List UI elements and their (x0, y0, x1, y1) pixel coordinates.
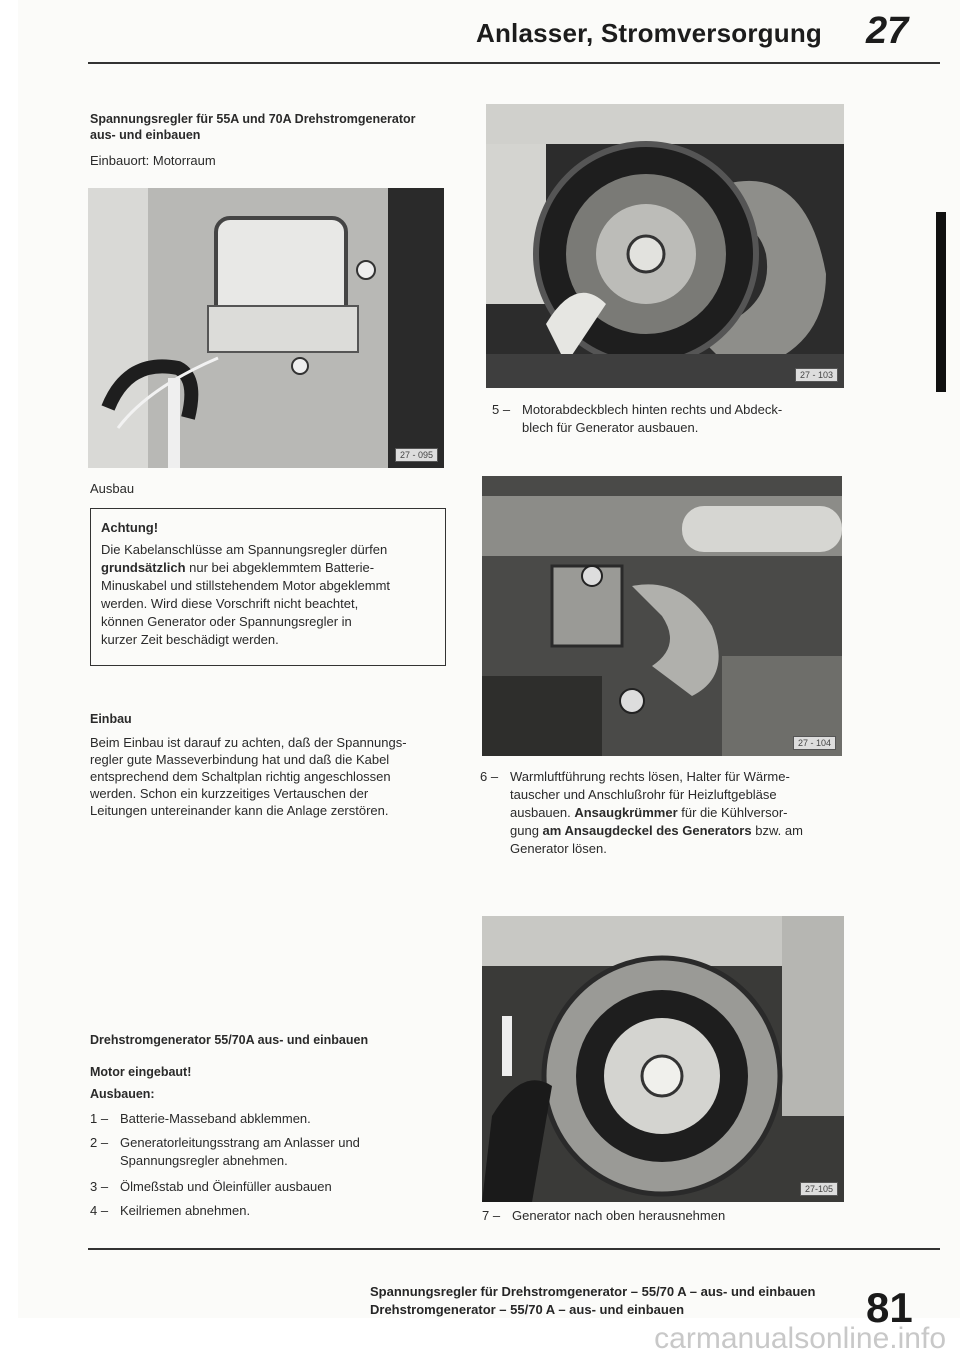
footer-rule (88, 1248, 940, 1250)
header-rule (88, 62, 940, 64)
step-6-text-line3 (510, 804, 860, 821)
photo6-ref-label: 27 - 104 (793, 736, 836, 750)
photo-voltage-regulator (88, 188, 444, 468)
step-3-text: Ölmeßstab und Öleinfüller ausbauen (120, 1179, 332, 1194)
photo1-ref-label: 27 - 095 (395, 448, 438, 462)
photo1-caption: Ausbau (90, 481, 135, 496)
einbauort-text: Einbauort: Motorraum (90, 153, 216, 168)
section1-heading-line2: aus- und einbauen (90, 128, 201, 142)
step6-l4b: am Ansaugdeckel des Generators (542, 823, 752, 838)
section1-heading-line1: Spannungsregler für 55A und 70A Drehstromgenerator (90, 112, 416, 126)
step-6-text-line1: Warmluftführung rechts lösen, Halter für Wärme- (510, 769, 790, 784)
step-7-text: Generator nach oben herausnehmen (512, 1208, 726, 1223)
step6-l3b: Ansaugkrümmer (574, 805, 678, 820)
step-2-number: 2 – (90, 1135, 109, 1150)
photo7-ref-label: 27-105 (800, 1182, 838, 1196)
ausbauen-label: Ausbauen: (90, 1087, 155, 1101)
step-1 (90, 1110, 430, 1128)
step-1-number: 1 – (90, 1111, 109, 1126)
step-5-text-line1: Motorabdeckblech hinten rechts und Abdeck- (522, 402, 783, 417)
page-title: Anlasser, Stromversorgung (476, 18, 822, 48)
step-1-text: Batterie-Masseband abklemmen. (120, 1111, 311, 1126)
page-number: 81 (866, 1284, 913, 1331)
step6-l4c: bzw. am (751, 823, 803, 838)
step-6-number: 6 – (480, 769, 499, 784)
step-6-text-line5: Generator lösen. (510, 841, 607, 856)
step-6-text-line4 (510, 822, 860, 839)
photo5-ref-label: 27 - 103 (795, 368, 838, 382)
warning-line2-rest: nur bei abgeklemmtem Batterie- (185, 560, 375, 575)
warning-line2 (101, 559, 374, 576)
photo-generator-cover (486, 104, 844, 388)
einbau-line1: Beim Einbau ist darauf zu achten, daß der Spannungs- (90, 735, 407, 750)
warning-emphasis: grundsätzlich (101, 560, 186, 575)
footer-line1: Spannungsregler für Drehstromgenerator – 55/70 A – aus- und einbauen (370, 1284, 816, 1299)
step-6-text-line2: tauscher und Anschlußrohr für Heizluftgebläse (510, 787, 777, 802)
step-5-text-line2: blech für Generator ausbauen. (522, 420, 699, 435)
step-4-text: Keilriemen abnehmen. (120, 1203, 251, 1218)
step-5 (492, 401, 852, 437)
warning-box (90, 508, 446, 666)
step-4 (90, 1202, 430, 1220)
motor-eingebaut: Motor eingebaut! (90, 1065, 192, 1079)
step-3 (90, 1178, 430, 1196)
watermark: carmanualsonline.info (654, 1322, 946, 1355)
section2-heading: Drehstromgenerator 55/70A aus- und einbauen (90, 1033, 369, 1047)
einbau-line2: regler gute Masseverbindung hat und daß die Kabel (90, 752, 390, 767)
step-2 (90, 1134, 430, 1170)
step-4-number: 4 – (90, 1203, 109, 1218)
step-2-text-line2: Spannungsregler abnehmen. (120, 1153, 288, 1168)
einbau-line4: werden. Schon ein kurzzeitiges Vertauschen der (90, 786, 369, 801)
footer-line2: Drehstromgenerator – 55/70 A – aus- und einbauen (370, 1302, 685, 1317)
warning-title: Achtung! (101, 520, 159, 535)
photo-warm-air-duct (482, 476, 842, 756)
step-3-number: 3 – (90, 1179, 109, 1194)
warning-line5: können Generator oder Spannungsregler in (101, 614, 352, 629)
step-5-number: 5 – (492, 402, 511, 417)
step6-l3c: für die Kühlversor- (677, 805, 788, 820)
warning-line6: kurzer Zeit beschädigt werden. (101, 632, 279, 647)
chapter-tab-marker (936, 212, 946, 392)
step-2-text-line1: Generatorleitungsstrang am Anlasser und (120, 1135, 360, 1150)
step-7 (482, 1207, 842, 1225)
photo-generator-removal (482, 916, 844, 1202)
step-7-number: 7 – (482, 1208, 501, 1223)
warning-line1: Die Kabelanschlüsse am Spannungsregler dürfen (101, 542, 388, 557)
einbau-heading: Einbau (90, 712, 132, 726)
step6-l3a: ausbauen. (510, 805, 575, 820)
einbau-line5: Leitungen untereinander kann die Anlage zerstören. (90, 803, 389, 818)
einbau-line3: entsprechend dem Schaltplan richtig angeschlossen (90, 769, 391, 784)
warning-line3: Minuskabel und stillstehendem Motor abgeklemmt (101, 578, 391, 593)
step6-l4a: gung (510, 823, 543, 838)
chapter-number: 27 (866, 10, 909, 52)
warning-line4: werden. Wird diese Vorschrift nicht beachtet, (101, 596, 359, 611)
step-6 (480, 768, 860, 858)
